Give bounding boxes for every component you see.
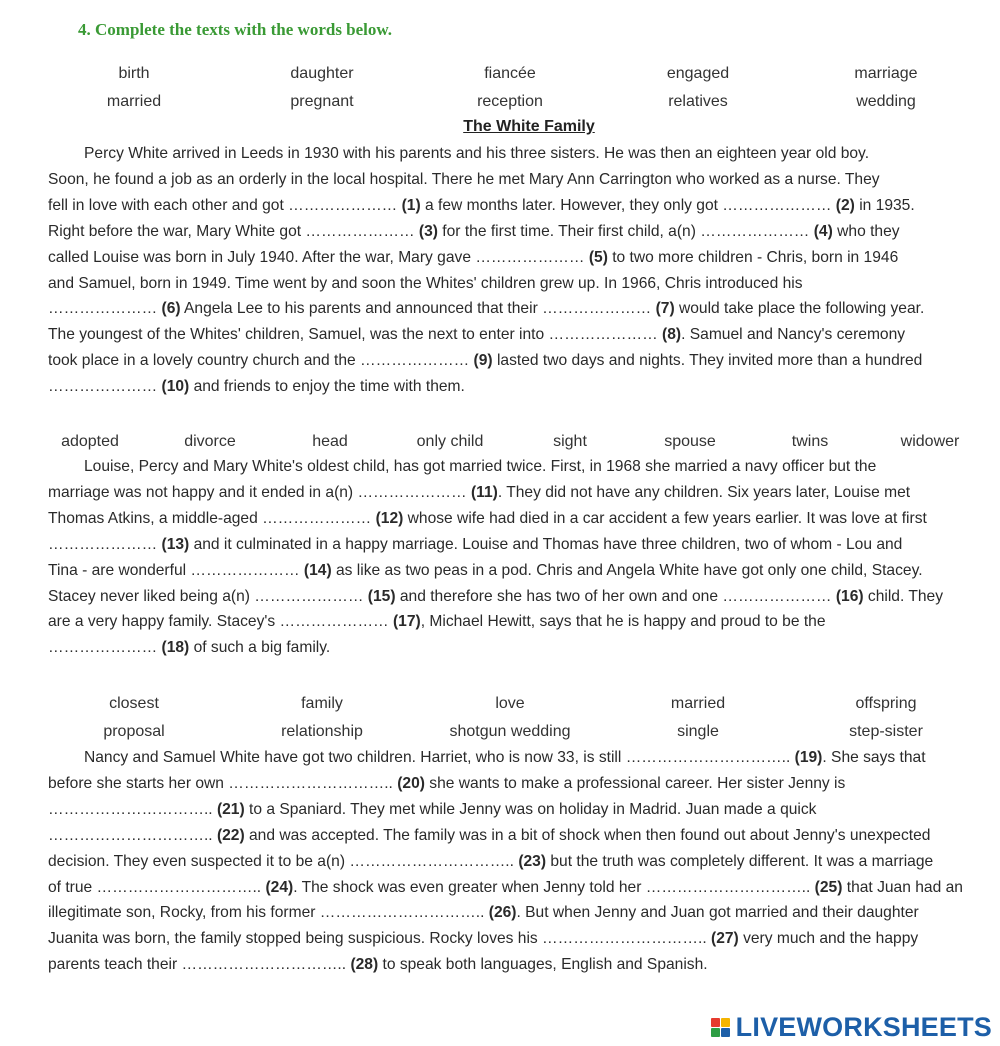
word-bank-word: married <box>106 93 162 110</box>
text-segment: , Michael Hewitt, says that he is happy and proud to be the <box>420 613 826 631</box>
word-bank-word: pregnant <box>290 93 354 110</box>
word-bank-1 <box>40 60 980 116</box>
text-segment: and was accepted. The family was in a bit of shock when then found out about Jenny's unexpected <box>244 826 931 844</box>
blank-number: (6) <box>161 300 181 318</box>
word-bank-2 <box>30 428 990 456</box>
text-segment: fell in love with each other and got ………………… <box>48 196 402 214</box>
blank-number: (9) <box>473 352 493 370</box>
text-segment: Right before the war, Mary White got ………………… <box>48 222 419 240</box>
text-line <box>48 900 980 926</box>
word-bank-word: spouse <box>664 433 716 450</box>
text-line <box>48 797 980 823</box>
text-line <box>48 609 980 635</box>
paragraph-1 <box>48 141 980 400</box>
word-bank-word: daughter <box>290 65 354 82</box>
blank-number: (20) <box>397 774 425 792</box>
text-segment: before she starts her own ………………………….. <box>48 774 398 792</box>
blank-number: (26) <box>488 904 517 922</box>
word-bank-row <box>40 718 980 746</box>
text-segment: whose wife had died in a car accident a few years earlier. It was love at first <box>403 509 927 527</box>
text-segment: of true ………………………….. <box>48 878 266 896</box>
text-segment: Nancy and Samuel White have got two children. Harriet, who is now 33, is still ………………………….. <box>84 749 795 766</box>
text-segment: took place in a lovely country church and the ………………… <box>48 352 474 370</box>
word-bank-word: relationship <box>281 723 363 740</box>
word-bank-3 <box>40 690 980 746</box>
text-segment: . She says that <box>822 749 926 766</box>
text-segment: as like as two peas in a pod. Chris and Angela White have got only one child, Stacey. <box>331 561 923 579</box>
blank-number: (25) <box>814 878 843 896</box>
blank-number: (5) <box>588 248 608 266</box>
blank-number: (19) <box>794 749 823 766</box>
text-line <box>48 167 980 193</box>
text-line <box>48 745 980 771</box>
text-segment: Percy White arrived in Leeds in 1930 with his parents and his three sisters. He was then an eighteen year old boy. <box>84 145 870 162</box>
blank-number: (7) <box>655 300 675 318</box>
blank-number: (2) <box>835 196 855 214</box>
blank-number: (1) <box>401 196 421 214</box>
text-segment: . The shock was even greater when Jenny told her ………………………….. <box>293 878 815 896</box>
text-line <box>48 480 980 506</box>
word-bank-word: marriage <box>854 65 918 82</box>
text-line <box>48 849 980 875</box>
blank-number: (11) <box>470 483 498 501</box>
logo-text: LIVEWORKSHEETS <box>735 1011 992 1042</box>
text-segment: and therefore she has two of her own and one ………………… <box>395 587 836 605</box>
text-segment: she wants to make a professional career. Her sister Jenny is <box>424 774 846 792</box>
blank-number: (23) <box>518 852 547 870</box>
word-bank-word: relatives <box>668 93 728 110</box>
blank-number: (27) <box>711 930 739 948</box>
word-bank-word: wedding <box>856 93 916 110</box>
word-bank-word: reception <box>477 93 543 110</box>
text-line <box>48 823 980 849</box>
word-bank-word: twins <box>791 433 829 450</box>
text-segment: very much and the happy <box>738 930 919 948</box>
paragraph-2 <box>48 454 980 661</box>
paragraph-3 <box>48 745 980 978</box>
text-line <box>48 141 980 167</box>
liveworksheets-logo <box>711 1010 992 1044</box>
text-line <box>48 926 980 952</box>
text-segment: called Louise was born in July 1940. After the war, Mary gave ………………… <box>48 248 589 266</box>
word-bank-word: closest <box>109 695 159 712</box>
word-bank-word: head <box>312 433 348 450</box>
word-bank-word: offspring <box>855 695 917 712</box>
blank-number: (4) <box>813 222 833 240</box>
word-bank-word: family <box>301 695 343 712</box>
text-line <box>48 271 980 297</box>
word-bank-word: birth <box>118 65 150 82</box>
exercise-heading: 4. Complete the texts with the words below. <box>78 20 392 39</box>
text-segment: and it culminated in a happy marriage. Louise and Thomas have three children, two of whom - Lou and <box>189 535 903 553</box>
text-segment: and friends to enjoy the time with them. <box>189 378 465 396</box>
word-bank-row <box>40 690 980 718</box>
text-line <box>48 771 980 797</box>
text-segment: but the truth was completely different. It was a marriage <box>546 852 934 870</box>
text-segment: . But when Jenny and Juan got married and their daughter <box>516 904 919 922</box>
text-segment: to a Spaniard. They met while Jenny was on holiday in Madrid. Juan made a quick <box>244 800 817 818</box>
text-segment: Angela Lee to his parents and announced that their ………………… <box>180 300 656 318</box>
text-segment: a few months later. However, they only got ………………… <box>420 196 836 214</box>
text-segment: to two more children - Chris, born in 1946 <box>607 248 899 266</box>
text-segment: ………………………….. <box>48 800 217 818</box>
text-segment: illegitimate son, Rocky, from his former ………………………….. <box>48 904 489 922</box>
word-bank-word: divorce <box>184 433 236 450</box>
word-bank-word: sight <box>553 433 587 450</box>
blank-number: (15) <box>367 587 396 605</box>
blank-number: (10) <box>161 378 190 396</box>
text-line <box>48 193 980 219</box>
text-segment: Soon, he found a job as an orderly in the local hospital. There he met Mary Ann Carrington who worked as a nurse. They <box>48 170 880 188</box>
blank-number: (16) <box>835 587 864 605</box>
word-bank-word: widower <box>900 433 960 450</box>
text-segment: for the first time. Their first child, a(n) ………………… <box>437 222 814 240</box>
blank-number: (28) <box>350 956 379 974</box>
word-bank-word: fiancée <box>484 65 536 82</box>
word-bank-word: married <box>670 695 726 712</box>
text-title: The White Family <box>463 118 595 135</box>
word-bank-word: engaged <box>666 65 730 82</box>
blank-number: (8) <box>662 326 682 344</box>
word-bank-word: only child <box>416 433 484 450</box>
blank-number: (21) <box>216 800 245 818</box>
text-segment: Louise, Percy and Mary White's oldest child, has got married twice. First, in 1968 she married a navy officer but the <box>84 458 877 475</box>
word-bank-word: love <box>495 695 525 712</box>
word-bank-row <box>30 428 990 456</box>
text-line <box>48 322 980 348</box>
text-segment: decision. They even suspected it to be a(n) ………………………….. <box>48 852 519 870</box>
text-line <box>48 875 980 901</box>
text-segment: Stacey never liked being a(n) ………………… <box>48 587 368 605</box>
text-segment: are a very happy family. Stacey's ………………… <box>48 613 393 631</box>
text-segment: that Juan had an <box>842 878 963 896</box>
text-segment: lasted two days and nights. They invited more than a hundred <box>492 352 923 370</box>
word-bank-word: adopted <box>61 433 119 450</box>
text-segment: Tina - are wonderful ………………… <box>48 561 304 579</box>
text-segment: of such a big family. <box>189 639 331 657</box>
text-segment: marriage was not happy and it ended in a(n) ………………… <box>48 483 471 501</box>
liveworksheets-logo-icon <box>711 1018 730 1037</box>
text-segment: ………………… <box>48 378 162 396</box>
word-bank-word: single <box>677 723 719 740</box>
blank-number: (22) <box>216 826 245 844</box>
text-line <box>48 374 980 400</box>
text-line <box>48 584 980 610</box>
blank-number: (12) <box>375 509 404 527</box>
text-line <box>48 296 980 322</box>
text-segment: in 1935. <box>854 196 915 214</box>
text-segment: ………………… <box>48 535 162 553</box>
text-segment: ………………………….. <box>48 826 217 844</box>
text-line <box>48 558 980 584</box>
word-bank-row <box>40 88 980 116</box>
text-segment: The youngest of the Whites' children, Samuel, was the next to enter into ………………… <box>48 326 663 344</box>
blank-number: (3) <box>418 222 438 240</box>
word-bank-row <box>40 60 980 88</box>
text-segment: who they <box>832 222 900 240</box>
blank-number: (17) <box>392 613 421 631</box>
text-line <box>48 635 980 661</box>
text-line <box>48 952 980 978</box>
text-line <box>48 506 980 532</box>
text-line <box>48 245 980 271</box>
text-segment: would take place the following year. <box>674 300 925 318</box>
text-segment: Thomas Atkins, a middle-aged ………………… <box>48 509 376 527</box>
text-segment: and Samuel, born in 1949. Time went by and soon the Whites' children grew up. In 1966, Chris introduced his <box>48 274 803 292</box>
word-bank-word: shotgun wedding <box>449 723 571 740</box>
text-line <box>48 454 980 480</box>
text-line <box>48 348 980 374</box>
word-bank-word: step-sister <box>849 723 923 740</box>
blank-number: (18) <box>161 639 190 657</box>
text-segment: ………………… <box>48 300 162 318</box>
blank-number: (14) <box>303 561 332 579</box>
text-segment: to speak both languages, English and Spanish. <box>378 956 708 974</box>
text-segment: ………………… <box>48 639 162 657</box>
text-line <box>48 532 980 558</box>
text-segment: Juanita was born, the family stopped being suspicious. Rocky loves his ………………………….. <box>48 930 711 948</box>
text-segment: child. They <box>863 587 944 605</box>
text-line <box>48 219 980 245</box>
word-bank-word: proposal <box>103 723 165 740</box>
text-segment: . Samuel and Nancy's ceremony <box>681 326 906 344</box>
text-segment: parents teach their ………………………….. <box>48 956 351 974</box>
text-segment: . They did not have any children. Six years later, Louise met <box>497 483 911 501</box>
blank-number: (24) <box>265 878 294 896</box>
blank-number: (13) <box>161 535 190 553</box>
